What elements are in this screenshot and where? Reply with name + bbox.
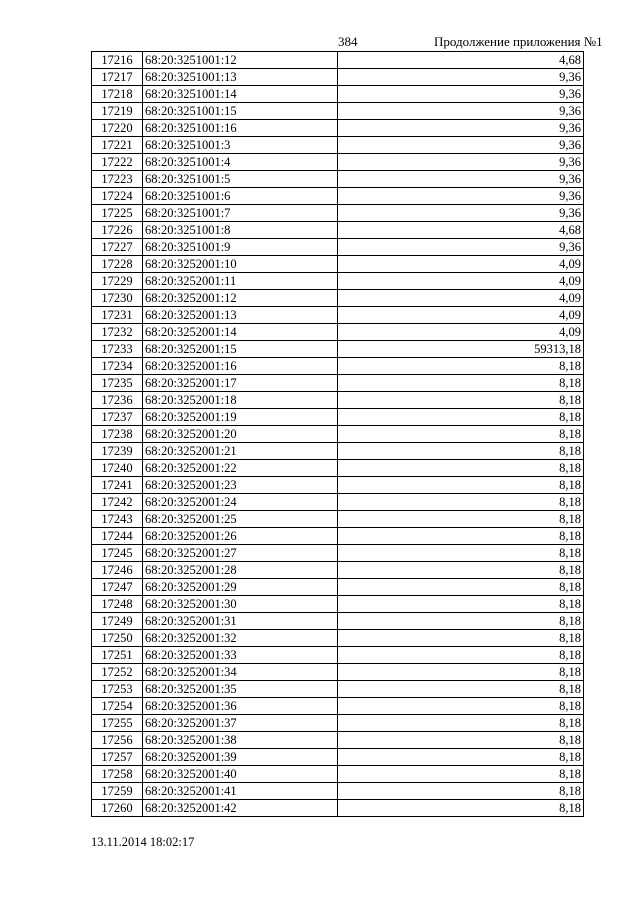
table-row — [92, 426, 584, 443]
value-cell: 8,18 — [338, 358, 584, 375]
row-number-cell: 17232 — [92, 324, 143, 341]
row-number-cell: 17249 — [92, 613, 143, 630]
table-row — [92, 409, 584, 426]
table-row — [92, 613, 584, 630]
value-cell: 8,18 — [338, 630, 584, 647]
cadastral-number-cell: 68:20:3252001:13 — [143, 307, 338, 324]
value-cell: 8,18 — [338, 511, 584, 528]
cadastral-number-cell: 68:20:3252001:22 — [143, 460, 338, 477]
value-cell: 9,36 — [338, 86, 584, 103]
row-number-cell: 17257 — [92, 749, 143, 766]
table-row — [92, 341, 584, 358]
table-row — [92, 800, 584, 817]
table-row — [92, 52, 584, 69]
row-number-cell: 17251 — [92, 647, 143, 664]
value-cell: 8,18 — [338, 477, 584, 494]
row-number-cell: 17250 — [92, 630, 143, 647]
cadastral-number-cell: 68:20:3252001:27 — [143, 545, 338, 562]
value-cell: 4,68 — [338, 222, 584, 239]
cadastral-number-cell: 68:20:3252001:33 — [143, 647, 338, 664]
row-number-cell: 17246 — [92, 562, 143, 579]
cadastral-number-cell: 68:20:3251001:13 — [143, 69, 338, 86]
table-row — [92, 545, 584, 562]
cadastral-number-cell: 68:20:3251001:4 — [143, 154, 338, 171]
row-number-cell: 17260 — [92, 800, 143, 817]
cadastral-number-cell: 68:20:3252001:28 — [143, 562, 338, 579]
value-cell: 9,36 — [338, 120, 584, 137]
table-row — [92, 324, 584, 341]
value-cell: 59313,18 — [338, 341, 584, 358]
cadastral-number-cell: 68:20:3252001:37 — [143, 715, 338, 732]
table-row — [92, 528, 584, 545]
value-cell: 9,36 — [338, 137, 584, 154]
value-cell: 4,09 — [338, 307, 584, 324]
table-row — [92, 494, 584, 511]
table-row — [92, 358, 584, 375]
cadastral-number-cell: 68:20:3252001:10 — [143, 256, 338, 273]
cadastral-number-cell: 68:20:3252001:16 — [143, 358, 338, 375]
cadastral-number-cell: 68:20:3251001:5 — [143, 171, 338, 188]
row-number-cell: 17241 — [92, 477, 143, 494]
value-cell: 8,18 — [338, 613, 584, 630]
value-cell: 8,18 — [338, 545, 584, 562]
row-number-cell: 17219 — [92, 103, 143, 120]
table-row — [92, 766, 584, 783]
row-number-cell: 17256 — [92, 732, 143, 749]
row-number-cell: 17234 — [92, 358, 143, 375]
cadastral-number-cell: 68:20:3252001:36 — [143, 698, 338, 715]
value-cell: 8,18 — [338, 460, 584, 477]
table-row — [92, 290, 584, 307]
value-cell: 8,18 — [338, 409, 584, 426]
table-row — [92, 511, 584, 528]
table-row — [92, 630, 584, 647]
cadastral-number-cell: 68:20:3251001:15 — [143, 103, 338, 120]
value-cell: 4,09 — [338, 256, 584, 273]
table-row — [92, 749, 584, 766]
cadastral-number-cell: 68:20:3251001:9 — [143, 239, 338, 256]
table-row — [92, 664, 584, 681]
cadastral-number-cell: 68:20:3251001:14 — [143, 86, 338, 103]
cadastral-number-cell: 68:20:3252001:12 — [143, 290, 338, 307]
row-number-cell: 17238 — [92, 426, 143, 443]
row-number-cell: 17259 — [92, 783, 143, 800]
value-cell: 8,18 — [338, 698, 584, 715]
cadastral-number-cell: 68:20:3252001:31 — [143, 613, 338, 630]
row-number-cell: 17252 — [92, 664, 143, 681]
row-number-cell: 17245 — [92, 545, 143, 562]
table-row — [92, 188, 584, 205]
cadastral-number-cell: 68:20:3252001:21 — [143, 443, 338, 460]
cadastral-number-cell: 68:20:3252001:30 — [143, 596, 338, 613]
table-row — [92, 239, 584, 256]
value-cell: 8,18 — [338, 426, 584, 443]
value-cell: 9,36 — [338, 154, 584, 171]
cadastral-number-cell: 68:20:3251001:12 — [143, 52, 338, 69]
row-number-cell: 17240 — [92, 460, 143, 477]
footer-timestamp: 13.11.2014 18:02:17 — [91, 835, 195, 849]
cadastral-number-cell: 68:20:3252001:42 — [143, 800, 338, 817]
table-row — [92, 460, 584, 477]
row-number-cell: 17237 — [92, 409, 143, 426]
row-number-cell: 17222 — [92, 154, 143, 171]
value-cell: 8,18 — [338, 732, 584, 749]
value-cell: 8,18 — [338, 715, 584, 732]
cadastral-number-cell: 68:20:3251001:6 — [143, 188, 338, 205]
cadastral-number-cell: 68:20:3252001:18 — [143, 392, 338, 409]
cadastral-number-cell: 68:20:3251001:8 — [143, 222, 338, 239]
value-cell: 9,36 — [338, 205, 584, 222]
table-row — [92, 562, 584, 579]
table-row — [92, 273, 584, 290]
row-number-cell: 17228 — [92, 256, 143, 273]
table-row — [92, 596, 584, 613]
row-number-cell: 17229 — [92, 273, 143, 290]
cadastral-number-cell: 68:20:3252001:26 — [143, 528, 338, 545]
cadastral-number-cell: 68:20:3251001:16 — [143, 120, 338, 137]
value-cell: 8,18 — [338, 562, 584, 579]
value-cell: 8,18 — [338, 647, 584, 664]
value-cell: 8,18 — [338, 596, 584, 613]
table-row — [92, 477, 584, 494]
row-number-cell: 17242 — [92, 494, 143, 511]
value-cell: 8,18 — [338, 528, 584, 545]
cadastral-number-cell: 68:20:3252001:41 — [143, 783, 338, 800]
value-cell: 8,18 — [338, 443, 584, 460]
row-number-cell: 17217 — [92, 69, 143, 86]
row-number-cell: 17254 — [92, 698, 143, 715]
table-row — [92, 715, 584, 732]
table-row — [92, 256, 584, 273]
cadastral-number-cell: 68:20:3252001:23 — [143, 477, 338, 494]
value-cell: 9,36 — [338, 103, 584, 120]
table-row — [92, 783, 584, 800]
value-cell: 9,36 — [338, 239, 584, 256]
row-number-cell: 17239 — [92, 443, 143, 460]
row-number-cell: 17235 — [92, 375, 143, 392]
table-row — [92, 222, 584, 239]
table-row — [92, 698, 584, 715]
continuation-title: Продолжение приложения №1 — [434, 34, 603, 49]
parcel-table — [91, 51, 584, 817]
row-number-cell: 17233 — [92, 341, 143, 358]
row-number-cell: 17243 — [92, 511, 143, 528]
table-row — [92, 137, 584, 154]
table-row — [92, 103, 584, 120]
row-number-cell: 17224 — [92, 188, 143, 205]
row-number-cell: 17220 — [92, 120, 143, 137]
value-cell: 8,18 — [338, 494, 584, 511]
cadastral-number-cell: 68:20:3252001:19 — [143, 409, 338, 426]
cadastral-number-cell: 68:20:3252001:15 — [143, 341, 338, 358]
table-row — [92, 154, 584, 171]
table-row — [92, 86, 584, 103]
value-cell: 9,36 — [338, 171, 584, 188]
cadastral-number-cell: 68:20:3252001:24 — [143, 494, 338, 511]
table-row — [92, 392, 584, 409]
value-cell: 8,18 — [338, 800, 584, 817]
row-number-cell: 17253 — [92, 681, 143, 698]
cadastral-number-cell: 68:20:3252001:39 — [143, 749, 338, 766]
value-cell: 8,18 — [338, 392, 584, 409]
value-cell: 8,18 — [338, 749, 584, 766]
row-number-cell: 17226 — [92, 222, 143, 239]
cadastral-number-cell: 68:20:3252001:14 — [143, 324, 338, 341]
row-number-cell: 17258 — [92, 766, 143, 783]
table-row — [92, 307, 584, 324]
value-cell: 9,36 — [338, 188, 584, 205]
row-number-cell: 17218 — [92, 86, 143, 103]
cadastral-number-cell: 68:20:3251001:3 — [143, 137, 338, 154]
cadastral-number-cell: 68:20:3252001:29 — [143, 579, 338, 596]
value-cell: 4,09 — [338, 290, 584, 307]
row-number-cell: 17255 — [92, 715, 143, 732]
value-cell: 8,18 — [338, 766, 584, 783]
row-number-cell: 17236 — [92, 392, 143, 409]
cadastral-number-cell: 68:20:3252001:38 — [143, 732, 338, 749]
table-row — [92, 375, 584, 392]
cadastral-number-cell: 68:20:3252001:20 — [143, 426, 338, 443]
row-number-cell: 17248 — [92, 596, 143, 613]
value-cell: 8,18 — [338, 375, 584, 392]
table-row — [92, 443, 584, 460]
row-number-cell: 17231 — [92, 307, 143, 324]
value-cell: 8,18 — [338, 783, 584, 800]
table-row — [92, 647, 584, 664]
table-row — [92, 120, 584, 137]
value-cell: 8,18 — [338, 681, 584, 698]
row-number-cell: 17247 — [92, 579, 143, 596]
cadastral-number-cell: 68:20:3251001:7 — [143, 205, 338, 222]
cadastral-number-cell: 68:20:3252001:32 — [143, 630, 338, 647]
row-number-cell: 17230 — [92, 290, 143, 307]
table-row — [92, 732, 584, 749]
cadastral-number-cell: 68:20:3252001:34 — [143, 664, 338, 681]
value-cell: 4,09 — [338, 273, 584, 290]
table-row — [92, 205, 584, 222]
value-cell: 4,09 — [338, 324, 584, 341]
row-number-cell: 17223 — [92, 171, 143, 188]
row-number-cell: 17216 — [92, 52, 143, 69]
cadastral-number-cell: 68:20:3252001:40 — [143, 766, 338, 783]
cadastral-number-cell: 68:20:3252001:11 — [143, 273, 338, 290]
page-number: 384 — [338, 34, 358, 49]
value-cell: 8,18 — [338, 579, 584, 596]
table-row — [92, 69, 584, 86]
table-row — [92, 579, 584, 596]
row-number-cell: 17244 — [92, 528, 143, 545]
row-number-cell: 17227 — [92, 239, 143, 256]
row-number-cell: 17225 — [92, 205, 143, 222]
value-cell: 8,18 — [338, 664, 584, 681]
cadastral-number-cell: 68:20:3252001:17 — [143, 375, 338, 392]
table-row — [92, 681, 584, 698]
value-cell: 4,68 — [338, 52, 584, 69]
table-body — [92, 52, 584, 817]
cadastral-number-cell: 68:20:3252001:35 — [143, 681, 338, 698]
table-row — [92, 171, 584, 188]
cadastral-number-cell: 68:20:3252001:25 — [143, 511, 338, 528]
row-number-cell: 17221 — [92, 137, 143, 154]
value-cell: 9,36 — [338, 69, 584, 86]
